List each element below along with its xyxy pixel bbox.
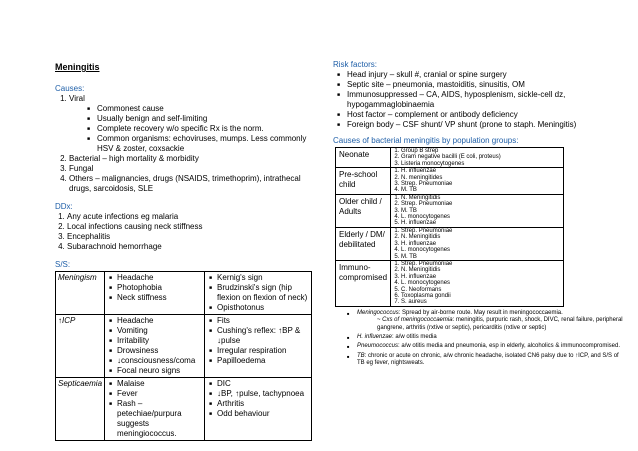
risk-factors-section [333, 60, 623, 130]
signs-symptoms-table [55, 271, 312, 441]
organism-item: 5. M. TB [401, 254, 561, 260]
organism-item: 1. Group B strep [401, 148, 561, 154]
list-item: ■ Rash – petechiae/purpura suggests meningiococcus. [117, 399, 202, 439]
list-item: ■ Papilloedema [217, 356, 309, 366]
risk-item: ■ Head injury – skull #, cranial or spine surgery [347, 70, 623, 80]
organism-item: 3. Strep. Pneumoniae [401, 181, 561, 187]
ddx-list [55, 212, 310, 252]
table-row [336, 194, 564, 227]
left-column [55, 62, 310, 441]
risk-heading: Risk factors: [333, 60, 378, 69]
organism-item: 1. N. Meningitidis [401, 195, 561, 201]
list-item: ■ Fits [217, 316, 309, 326]
risk-item: ■ Foreign body – CSF shunt/ VP shunt (prone to staph. Meningitis) [347, 120, 623, 130]
organism-item: 3. Listeria monocytogenes [401, 161, 561, 167]
organism-item: 1. Strep. Pneumoniae [401, 261, 561, 267]
organism-item: 2. N. Meningitidis [401, 234, 561, 240]
cause-item: 2. Bacterial – high mortality & morbidity [69, 154, 310, 164]
viral-sublist [69, 104, 310, 154]
group-cell: Neonate [336, 148, 391, 168]
note-item: ■ TB: chronic or acute on chronic, a/w chronic headache, isolated CN6 palsy due to ↑ICP, and S/S of TB eg fever, nightsweats. [357, 353, 623, 368]
organism-item: 2. Gram negative bacilli (E coli, proteus) [401, 154, 561, 160]
ddx-item: 4. Subarachnoid hemorrhage [67, 242, 310, 252]
causes-heading: Causes: [55, 84, 85, 93]
population-heading: Causes of bacterial meningitis by population groups: [333, 136, 519, 145]
list-item: ■ ↓BP, ↑pulse, tachypnoea [217, 389, 309, 399]
causes-list [55, 94, 310, 194]
list-item: ■ Fever [117, 389, 202, 399]
organism-item: 4. L. monocytogenes [401, 214, 561, 220]
list-item: ■ Opisthotonus [217, 303, 309, 313]
organism-item: 2. Strep. Pneumoniae [401, 201, 561, 207]
list-item: ■ Malaise [117, 379, 202, 389]
list-item: ■ Irregular respiration [217, 346, 309, 356]
list-item: ■ Brudzinski's sign (hip flexion on flexion of neck) [217, 283, 309, 303]
viral-point: ■ Commonest cause [97, 104, 310, 114]
list-item: ■ Photophobia [117, 283, 202, 293]
organism-item: 5. C. Neoformans [401, 287, 561, 293]
organism-item: 3. H. influenzae [401, 241, 561, 247]
row-label: Meningism [56, 272, 105, 315]
list-item: ■ Irritability [117, 336, 202, 346]
organism-item: 4. L. monocytogenes [401, 280, 561, 286]
organism-item: 3. M. TB [401, 208, 561, 214]
row-label: Septicaemia [56, 378, 105, 441]
table-row [56, 272, 312, 315]
organism-item: 1. H. influenzae [401, 168, 561, 174]
organism-item: 5. H. influenzae [401, 220, 561, 226]
note-subitem: ~ Cxs of meningococcaemia: meningitis, purpuric rash, shock, DIVC, renal failure, peripheral gangrene, arthritis (rxtive or septic), pericarditis (rxtive or septic) [377, 317, 623, 331]
list-item: ■ Arthritis [217, 399, 309, 409]
organism-item: 6. Toxoplasma gondii [401, 293, 561, 299]
list-item: ■ Kernig's sign [217, 273, 309, 283]
group-cell: Elderly / DM/ debilitated [336, 227, 391, 260]
risk-item: ■ Septic site – pneumonia, mastoiditis, sinusitis, OM [347, 80, 623, 90]
risk-item: ■ Immunosuppressed – CA, AIDS, hyposplenism, sickle-cell dz, hypogammaglobinaemia [347, 90, 623, 110]
organism-item: 2. N. Meningitidis [401, 267, 561, 273]
right-column [333, 60, 623, 370]
table-row [336, 260, 564, 306]
note-item: ■ Pneumococcus: a/w otitis media and pneumonia, esp in elderly, alcoholics & immunocompromised. [357, 343, 623, 350]
table-row [336, 227, 564, 260]
ss-heading: S/S: [55, 260, 71, 269]
organism-notes [333, 310, 623, 368]
organism-item: 2. N. meningitides [401, 175, 561, 181]
list-item: ■ Neck stiffness [117, 293, 202, 303]
list-item: ■ Focal neuro signs [117, 366, 202, 376]
list-item: ■ Vomiting [117, 326, 202, 336]
organism-item: 3. H. influenzae [401, 274, 561, 280]
group-cell: Pre-school child [336, 168, 391, 195]
organism-item: 4. M. TB [401, 187, 561, 193]
list-item: ■ Drowsiness [117, 346, 202, 356]
list-item: ■ Headache [117, 273, 202, 283]
risk-list [333, 70, 623, 130]
table-row [336, 148, 564, 168]
table-row [56, 378, 312, 441]
note-item: ■ H. influenzae: a/w otitis media [357, 334, 623, 341]
list-item: ■ Odd behaviour [217, 409, 309, 419]
note-item: ■ Meningococcus: Spread by air-borne route. May result in meningococcaemia. ~ Cxs of meningococcaemia: meningitis, purpuric rash, shock, DIVC, renal failure, peripheral gangrene, arthritis (rxtive or septic), pericarditis (rxtive or septic) [357, 310, 623, 332]
ddx-heading: DDx: [55, 202, 73, 211]
cause-item: 1. Viral ■ Commonest cause ■ Usually benign and self-limiting ■ Complete recovery w/o specific Rx is the norm. ■ Common organisms: echoviruses, mumps. Less commonly HSV & zoster, coxsackie [69, 94, 310, 154]
list-item: ■ ↓consciousness/coma [117, 356, 202, 366]
viral-point: ■ Complete recovery w/o specific Rx is the norm. [97, 124, 310, 134]
page-title: Meningitis [55, 62, 100, 72]
list-item: ■ DIC [217, 379, 309, 389]
organism-item: 1. Strep. Pneumoniae [401, 228, 561, 234]
row-label: ↑ICP [56, 315, 105, 378]
list-item: ■ Headache [117, 316, 202, 326]
risk-item: ■ Host factor – complement or antibody deficiency [347, 110, 623, 120]
ddx-item: 2. Local infections causing neck stiffness [67, 222, 310, 232]
table-row [336, 168, 564, 195]
cause-item: 3. Fungal [69, 164, 310, 174]
group-cell: Older child / Adults [336, 194, 391, 227]
population-table [335, 147, 564, 307]
viral-point: ■ Common organisms: echoviruses, mumps. Less commonly HSV & zoster, coxsackie [97, 134, 310, 154]
organism-item: 4. L. monocytogenes [401, 247, 561, 253]
list-item: ■ Cushing's reflex: ↑BP & ↓pulse [217, 326, 309, 346]
ddx-item: 3. Encephalitis [67, 232, 310, 242]
group-cell: Immuno-compromised [336, 260, 391, 306]
viral-point: ■ Usually benign and self-limiting [97, 114, 310, 124]
cause-item: 4. Others – malignancies, drugs (NSAIDS, trimethoprim), intrathecal drugs, sarcoidosis, SLE [69, 174, 310, 194]
table-row [56, 315, 312, 378]
ddx-item: 1. Any acute infections eg malaria [67, 212, 310, 222]
organism-item: 7. S. aureus [401, 299, 561, 305]
